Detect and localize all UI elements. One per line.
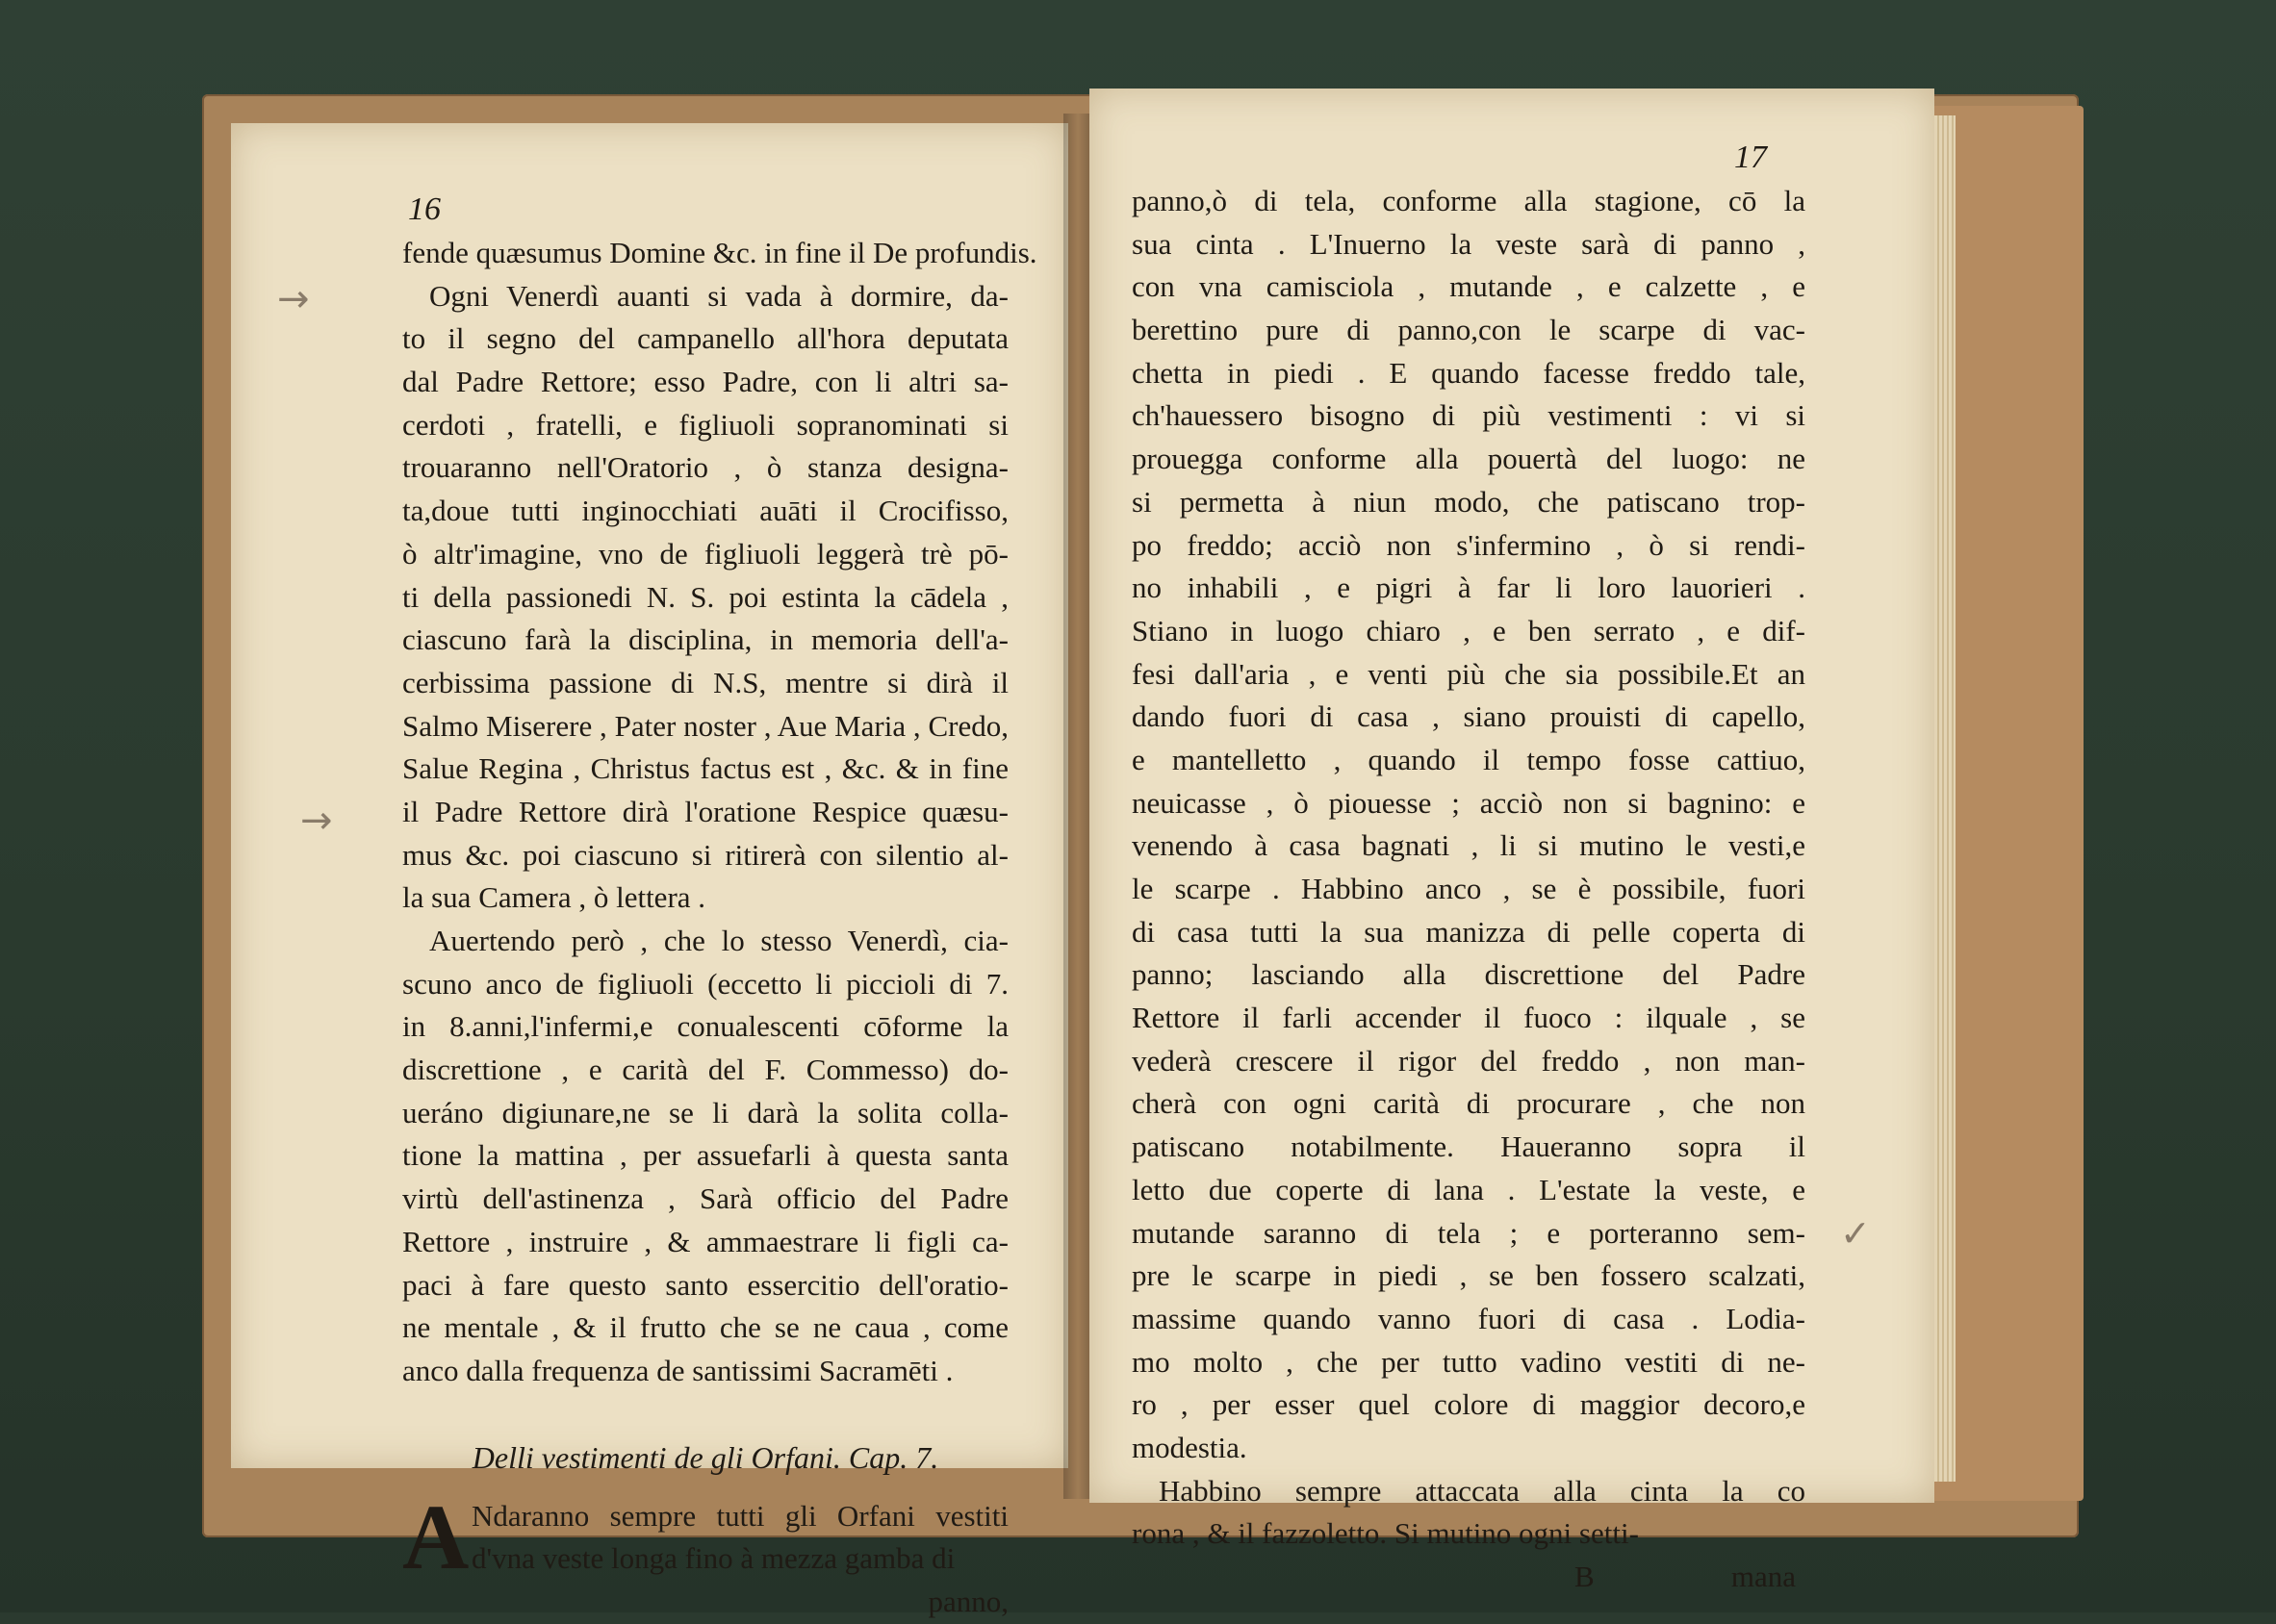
text-line: cherà con ogni carità di procurare , che non	[1132, 1086, 1805, 1121]
chapter-opening	[402, 1484, 1009, 1588]
text-line: paci à fare questo santo essercitio dell'oratio-	[402, 1267, 1009, 1302]
book-gutter	[1063, 114, 1092, 1499]
text-line: ta,doue tutti inginocchiati auāti il Crocifisso,	[402, 494, 1009, 528]
text-line: ch'hauessero bisogno di più vestimenti : vi si	[1132, 398, 1805, 433]
text-line: d'vna veste longa fino à mezza gamba di	[472, 1541, 956, 1576]
text-line: Salue Regina , Christus factus est , &c. & in fine	[402, 751, 1009, 786]
text-line: ciascuno farà la disciplina, in memoria dell'a-	[402, 622, 1009, 657]
right-page	[1089, 89, 1934, 1593]
pencil-arrow-icon: →	[300, 799, 333, 843]
text-line: Salmo Miserere , Pater noster , Aue Maria , Credo,	[402, 708, 1009, 743]
text-line: prouegga conforme alla pouertà del luogo: ne	[1132, 442, 1805, 476]
text-line: tione la mattina , per assuefarli à questa santa	[402, 1138, 1009, 1173]
left-page	[231, 123, 1068, 1618]
page-number-left: 16	[408, 191, 441, 227]
right-page-text	[1132, 137, 1805, 1599]
text-line: anco dalla frequenza de santissimi Sacramēti .	[402, 1353, 954, 1387]
text-line: sua cinta . L'Inuerno la veste sarà di panno ,	[1132, 226, 1805, 261]
text-line: le scarpe . Habbino anco , se è possibile, fuori	[1132, 872, 1805, 905]
left-body-lines	[402, 232, 1037, 1393]
text-line: Ogni Venerdì auanti si vada à dormire, da-	[429, 278, 1009, 313]
signature-mark: B	[1574, 1560, 1595, 1593]
text-line: mutande saranno di tela ; e porteranno sem-	[1132, 1215, 1805, 1250]
pencil-arrow-icon: →	[277, 277, 310, 321]
text-line: ueráno digiunare,ne se li darà la solita colla-	[402, 1095, 1009, 1129]
text-line: mus &c. poi ciascuno si ritirerà con silentio al-	[402, 837, 1009, 872]
text-line: virtù dell'astinenza , Sarà officio del Padre	[402, 1181, 1009, 1216]
text-line: Auertendo però , che lo stesso Venerdì, cia-	[429, 924, 1009, 957]
chapter-heading: Delli vestimenti de gli Orfani. Cap. 7.	[472, 1439, 939, 1475]
text-line: discrettione , e carità del F. Commesso) do-	[402, 1053, 1009, 1087]
text-line: in 8.anni,l'infermi,e conualescenti cōforme la	[402, 1009, 1009, 1044]
right-body-lines-after	[1132, 1470, 1805, 1556]
text-line: e mantelletto , quando il tempo fosse cattiuo,	[1132, 742, 1805, 776]
text-line: Stiano in luogo chiaro , e ben serrato , e dif-	[1132, 613, 1805, 647]
catchword-left: panno,	[928, 1584, 1009, 1618]
text-line: modestia.	[1132, 1430, 1247, 1464]
text-line: dal Padre Rettore; esso Padre, con li altri sa-	[402, 365, 1009, 399]
text-line: si permetta à niun modo, che patiscano trop-	[1132, 484, 1805, 519]
text-line: dando fuori di casa , siano prouisti di capello,	[1132, 699, 1805, 734]
text-line: panno,ò di tela, conforme alla stagione, cō la	[1132, 184, 1805, 217]
text-line: patiscano notabilmente. Haueranno sopra il	[1132, 1129, 1805, 1164]
text-line: no inhabili , e pigri à far li loro lauorieri .	[1132, 571, 1805, 605]
text-line: neuicasse , ò piouesse ; acciò non si bagnino: e	[1132, 785, 1805, 820]
text-line: po freddo; acciò non s'infermino , ò si rendi-	[1132, 527, 1805, 562]
left-page-text	[402, 189, 1037, 1624]
text-line: cerbissima passione di N.S, mentre si dirà il	[402, 665, 1009, 699]
page-edges	[1934, 115, 1956, 1482]
text-line: cerdoti , fratelli, e figliuoli sopranominati si	[402, 407, 1009, 442]
text-line: Rettore , instruire , & ammaestrare li figli ca-	[402, 1224, 1009, 1258]
text-line: trouaranno nell'Oratorio , ò stanza designa-	[402, 450, 1009, 485]
text-line: rona , & il fazzoletto. Si mutino ogni setti-	[1132, 1516, 1639, 1551]
text-line: mo molto , che per tutto vadino vestiti di ne-	[1132, 1344, 1805, 1379]
text-line: pre le scarpe in piedi , se ben fossero scalzati,	[1132, 1258, 1805, 1293]
page-number-right: 17	[1734, 140, 1767, 175]
text-line: berettino pure di panno,con le scarpe di vac-	[1132, 313, 1805, 347]
text-line: fesi dall'aria , e venti più che sia possibile.Et an	[1132, 656, 1805, 691]
pencil-check-icon: ✓	[1840, 1212, 1871, 1255]
text-line: scuno anco de figliuoli (eccetto li piccioli di 7.	[402, 966, 1009, 1001]
drop-cap-lines	[472, 1495, 1009, 1581]
text-line: Habbino sempre attaccata alla cinta la co	[1159, 1473, 1805, 1508]
text-line: letto due coperte di lana . L'estate la veste, e	[1132, 1172, 1805, 1206]
text-line: ò altr'imagine, vno de figliuoli leggerà trè pō-	[402, 536, 1009, 571]
text-line: venendo à casa bagnati , li si mutino le vesti,e	[1132, 828, 1805, 863]
catchword-right: mana	[1730, 1560, 1796, 1593]
page-footer	[1132, 1556, 1805, 1599]
text-line: Ndaranno sempre tutti gli Orfani vestiti	[472, 1498, 1009, 1533]
text-line: Rettore il farli accender il fuoco : ilquale , se	[1132, 1001, 1805, 1035]
text-line: con vna camisciola , mutande , e calzette , e	[1132, 269, 1805, 304]
text-line: panno; lasciando alla discrettione del Padre	[1132, 957, 1805, 992]
text-line: massime quando vanno fuori di casa . Lodia-	[1132, 1301, 1805, 1335]
text-line: chetta in piedi . E quando facesse freddo tale,	[1132, 355, 1805, 390]
text-line: vederà crescere il rigor del freddo , non man-	[1132, 1043, 1805, 1078]
text-line: il Padre Rettore dirà l'oratione Respice quæsu-	[402, 794, 1009, 828]
text-line: di casa tutti la sua manizza di pelle coperta di	[1132, 914, 1805, 949]
right-body-lines	[1132, 180, 1805, 1470]
text-line: ne mentale , & il frutto che se ne caua , come	[402, 1310, 1009, 1345]
text-line: fende quæsumus Domine &c. in fine il De profundis.	[402, 236, 1037, 269]
text-line: to il segno del campanello all'hora deputata	[402, 321, 1009, 356]
drop-cap-letter: A	[402, 1484, 470, 1588]
text-line: ro , per esser quel colore di maggior decoro,e	[1132, 1387, 1805, 1422]
text-line: ti della passionedi N. S. poi estinta la cādela ,	[402, 579, 1009, 614]
text-line: la sua Camera , ò lettera .	[402, 880, 706, 915]
